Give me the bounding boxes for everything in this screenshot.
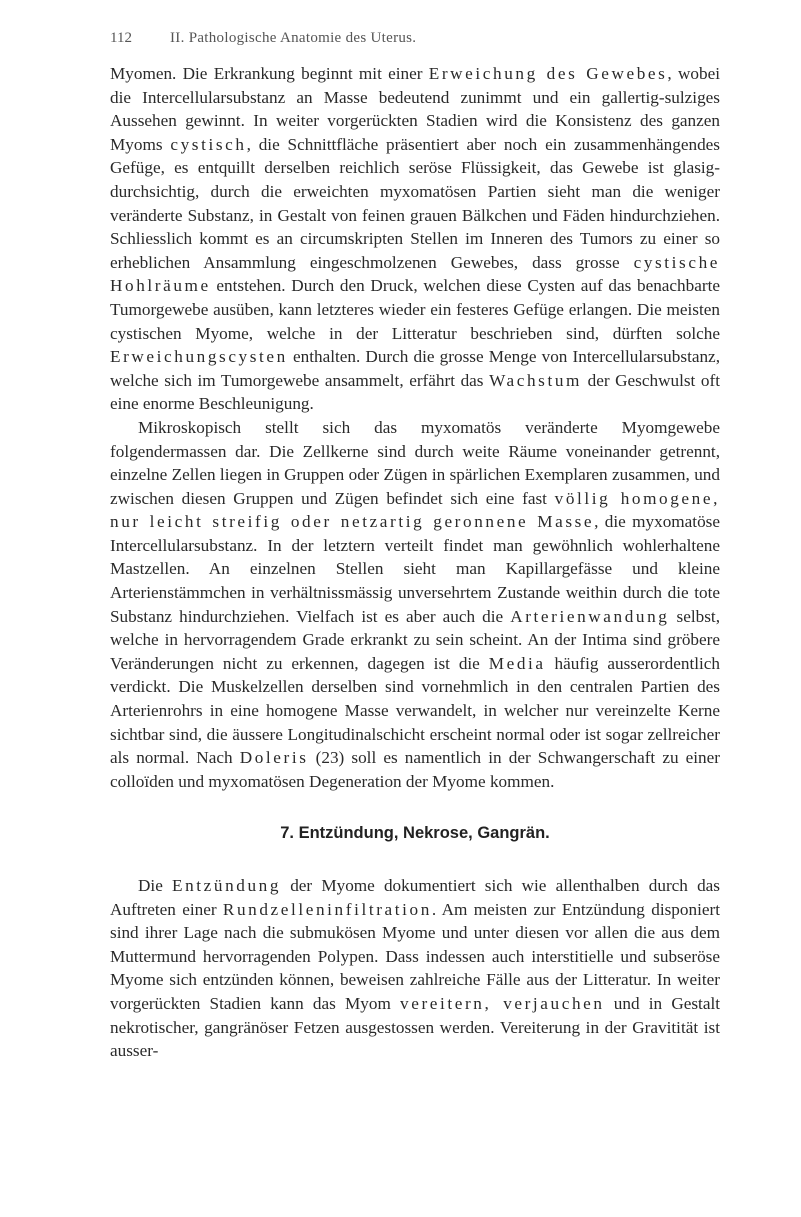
running-header bbox=[110, 30, 710, 47]
text-run: , wobei die Intercellularsubstanz an Masse bedeutend zunimmt und ein gallertig-sulziges Aussehen gewinnt. In weiter vorgerückten Stadien wird die Konsistenz des ganzen Myoms bbox=[110, 64, 720, 154]
text-run: . Am meisten zur Entzündung disponiert sind ihrer Lage nach die submukösen Myome und unter diesen vor allen die aus dem Muttermund hervorragenden Polypen. Dass indessen auch interstitielle und subseröse Myome sich entzünden können, beweisen zahlreiche Fälle aus der Litteratur. In weiter vorgerückten Stadien kann das Myom bbox=[110, 899, 720, 1013]
text-run: und in Gestalt nekrotischer, gangränöser Fetzen ausgestossen werden. Vereiterung in der Gravitität ist ausser- bbox=[110, 993, 721, 1061]
spaced-term: völlig homogene, nur leicht streifig oder netzartig geronnene Masse bbox=[110, 488, 720, 532]
text-run: Mikroskopisch stellt sich das myxomatös veränderte Myomgewebe folgendermassen dar. Die Zellkerne sind durch weite Räume voneinander getrennt, einzelne Zellen liegen in Gruppen oder Zügen in spärlichen Exemplaren zusammen, und zwischen diesen Gruppen und Zügen befindet sich eine fast bbox=[110, 417, 720, 508]
section-heading: 7. Entzündung, Nekrose, Gangrän. bbox=[280, 824, 550, 843]
paragraph-myxomatous-degeneration bbox=[110, 62, 720, 416]
text-run: Die bbox=[138, 876, 172, 895]
spaced-term: vereitern, verjauchen bbox=[400, 993, 605, 1013]
text-run: (23) soll es namentlich in der Schwangerschaft zu einer colloïden und myxomatösen Degeneration der Myome kommen. bbox=[110, 748, 721, 791]
text-run: der Myome dokumentiert sich wie allenthalben durch das Auftreten einer bbox=[110, 876, 720, 919]
spaced-term: Media bbox=[488, 653, 546, 673]
spaced-term: Entzündung bbox=[171, 876, 282, 895]
text-run: enthalten. Durch die grosse Menge von Intercellularsubstanz, welche sich im Tumorgewebe ansammelt, erfährt das bbox=[110, 347, 720, 390]
spaced-term: Doleris bbox=[239, 748, 309, 768]
spaced-term: Erweichung des Gewebes bbox=[428, 64, 668, 83]
spaced-term: cystisch bbox=[170, 134, 247, 154]
spaced-term: cystische Hohlräume bbox=[110, 252, 720, 296]
text-run: Myomen. Die Erkrankung beginnt mit einer bbox=[110, 64, 429, 83]
spaced-term: Rundzelleninfiltration bbox=[222, 899, 432, 919]
paragraph-inflammation bbox=[110, 874, 720, 1063]
page-number: 112 bbox=[110, 30, 132, 46]
text-run: selbst, welche in hervorragendem Grade erkrankt zu sein scheint. An der Intima sind gröbere Veränderungen nicht zu erkennen, dagegen ist die bbox=[110, 606, 720, 673]
text-run: häufig ausserordentlich verdickt. Die Muskelzellen derselben sind vornehmlich in den centralen Partien des Arterienrohrs in eine homogene Masse verwandelt, in welcher nur vereinzelte Kerne sichtbar sind, die äussere Longitudinalschicht erscheint normal oder ist sogar zellreicher als normal. Nach bbox=[110, 653, 720, 768]
spaced-term: Erweichungscysten bbox=[110, 347, 288, 367]
text-run: der Geschwulst oft eine enorme Beschleunigung. bbox=[110, 370, 720, 414]
text-run: , die Schnittfläche präsentiert aber noch ein zusammenhängendes Gefüge, es entquillt derselben reichlich seröse Flüssigkeit, das Gewebe ist glasig-durchsichtig, durch die erweichten myxomatösen Partien sieht man die weniger veränderte Substanz, in Gestalt von feinen grauen Bälkchen und Fäden hindurchziehen. Schliesslich kommt es an circumskripten Stellen im Inneren des Tumors zu einer so erheblichen Ansammlung eingeschmolzenen Gewebes, dass grosse bbox=[110, 134, 720, 272]
text-run: , die myxomatöse Intercellularsubstanz. In der letztern verteilt findet man gewöhnlich wohlerhaltene Mastzellen. An einzelnen Stellen sieht man Kapillargefässe und kleine Arterienstämmchen in verhältnissmässig unversehrtem Zustande weithin durch die tote Substanz hindurchziehen. Vielfach ist es aber auch die bbox=[110, 512, 720, 626]
page-body bbox=[110, 62, 720, 1063]
running-title: II. Pathologische Anatomie des Uterus. bbox=[170, 30, 417, 46]
text-run: entstehen. Durch den Druck, welchen diese Cysten auf das benachbarte Tumorgewebe ausüben, kann letzteres wieder ein festeres Gefüge erlangen. Die meisten cystischen Myome, welche in der Litteratur beschrieben sind, dürften solche bbox=[110, 276, 720, 343]
spaced-term: Arterienwandung bbox=[510, 606, 670, 626]
paragraph-microscopy bbox=[110, 416, 720, 794]
spaced-term: Wachstum bbox=[489, 370, 583, 390]
